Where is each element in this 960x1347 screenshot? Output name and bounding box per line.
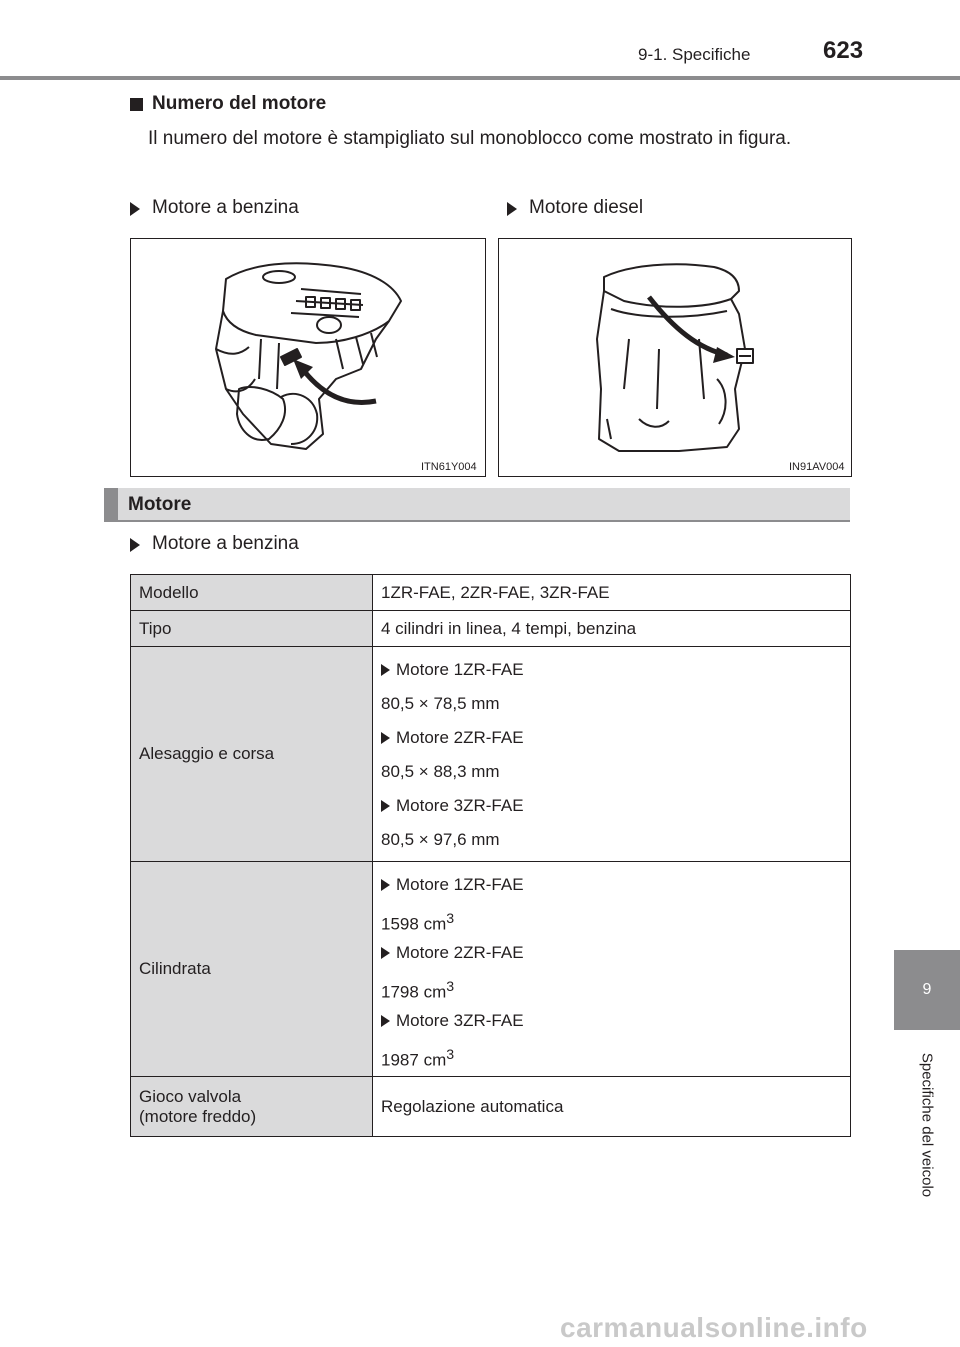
triangle-bullet-icon bbox=[381, 664, 390, 676]
list-item: 80,5 × 97,6 mm bbox=[381, 830, 500, 849]
list-item bbox=[381, 789, 842, 823]
triangle-bullet-icon bbox=[130, 538, 140, 552]
displacement-value: 1987 bbox=[381, 1050, 419, 1070]
key-line: Gioco valvola bbox=[139, 1086, 242, 1106]
motore-heading-bar bbox=[104, 488, 850, 520]
triangle-bullet-icon bbox=[381, 1015, 390, 1027]
row-value-modello: 1ZR-FAE, 2ZR-FAE, 3ZR-FAE bbox=[373, 575, 851, 611]
figure-label-diesel: Motore diesel bbox=[529, 197, 644, 218]
triangle-bullet-icon bbox=[381, 800, 390, 812]
engine-name: Motore 2ZR-FAE bbox=[396, 728, 524, 747]
unit-exponent: 3 bbox=[446, 1047, 455, 1063]
table-row bbox=[131, 575, 851, 611]
chapter-tab[interactable] bbox=[894, 950, 960, 1030]
engine-name: Motore 1ZR-FAE bbox=[396, 875, 524, 894]
table-row bbox=[131, 647, 851, 862]
table-row bbox=[131, 611, 851, 647]
displacement-value: 1598 bbox=[381, 914, 419, 934]
table-row bbox=[131, 1077, 851, 1137]
list-item bbox=[381, 653, 842, 687]
chapter-label-text: Specifiche del veicolo bbox=[918, 1052, 936, 1198]
engine-name: Motore 1ZR-FAE bbox=[396, 660, 524, 679]
triangle-bullet-icon bbox=[381, 732, 390, 744]
unit: cm bbox=[423, 982, 447, 1002]
figure-label-petrol: Motore a benzina bbox=[152, 197, 299, 218]
diesel-engine-illustration bbox=[499, 239, 851, 476]
figure-diesel-engine bbox=[498, 238, 852, 477]
watermark: carmanualsonline.info bbox=[560, 1312, 868, 1343]
heading-underline bbox=[104, 520, 850, 522]
triangle-bullet-icon bbox=[381, 879, 390, 891]
triangle-bullet-icon bbox=[507, 202, 517, 216]
list-item bbox=[381, 721, 842, 755]
row-key-cilindrata: Cilindrata bbox=[131, 862, 373, 1077]
figure-petrol-engine bbox=[130, 238, 486, 477]
motore-sub-label: Motore a benzina bbox=[152, 533, 299, 554]
chapter-number: 9 bbox=[922, 981, 932, 998]
unit: cm bbox=[423, 1050, 447, 1070]
engine-spec-table bbox=[130, 574, 851, 1137]
displacement-value: 1798 bbox=[381, 982, 419, 1002]
row-value-gioco: Regolazione automatica bbox=[373, 1077, 851, 1137]
row-key-tipo: Tipo bbox=[131, 611, 373, 647]
heading-accent bbox=[104, 488, 118, 520]
list-item: 80,5 × 88,3 mm bbox=[381, 762, 500, 781]
figure-code-petrol: ITN61Y004 bbox=[421, 461, 477, 473]
row-key-modello: Modello bbox=[131, 575, 373, 611]
list-item bbox=[381, 1004, 842, 1038]
key-line: (motore freddo) bbox=[139, 1106, 257, 1126]
chapter-label bbox=[894, 1030, 960, 1220]
section-paragraph: Il numero del motore è stampigliato sul monoblocco come mostrato in figura. bbox=[148, 128, 792, 149]
table-row bbox=[131, 862, 851, 1077]
list-item: 80,5 × 78,5 mm bbox=[381, 694, 500, 713]
list-item bbox=[381, 902, 842, 936]
figure-code-diesel: IN91AV004 bbox=[789, 461, 845, 473]
page-number: 623 bbox=[823, 37, 864, 64]
engine-name: Motore 3ZR-FAE bbox=[396, 796, 524, 815]
row-value-cilindrata bbox=[373, 862, 851, 1077]
header-section-title: 9-1. Specifiche bbox=[638, 45, 751, 64]
triangle-bullet-icon bbox=[381, 947, 390, 959]
square-bullet-icon bbox=[130, 98, 143, 111]
list-item bbox=[381, 868, 842, 902]
unit: cm bbox=[423, 914, 447, 934]
row-value-tipo: 4 cilindri in linea, 4 tempi, benzina bbox=[373, 611, 851, 647]
motore-heading: Motore bbox=[128, 494, 192, 515]
engine-name: Motore 3ZR-FAE bbox=[396, 1011, 524, 1030]
row-key-gioco bbox=[131, 1077, 373, 1137]
petrol-engine-illustration bbox=[131, 239, 485, 476]
row-value-alesaggio bbox=[373, 647, 851, 862]
header-rule bbox=[0, 76, 960, 80]
list-item bbox=[381, 1038, 842, 1072]
list-item bbox=[381, 970, 842, 1004]
unit-exponent: 3 bbox=[446, 979, 455, 995]
section-title: Numero del motore bbox=[152, 93, 327, 114]
list-item bbox=[381, 936, 842, 970]
row-key-alesaggio: Alesaggio e corsa bbox=[131, 647, 373, 862]
triangle-bullet-icon bbox=[130, 202, 140, 216]
engine-name: Motore 2ZR-FAE bbox=[396, 943, 524, 962]
unit-exponent: 3 bbox=[446, 911, 455, 927]
